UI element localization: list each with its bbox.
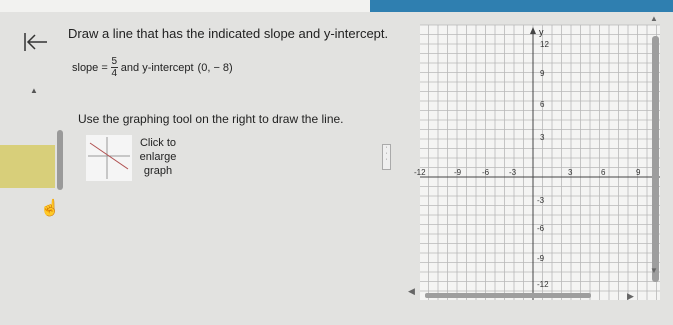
problem-instruction: Draw a line that has the indicated slope and y-intercept. bbox=[68, 26, 389, 41]
mini-graph-icon bbox=[86, 135, 132, 181]
x-tick-label: -3 bbox=[509, 168, 517, 177]
graph-area[interactable] bbox=[414, 25, 660, 300]
tool-instruction: Use the graphing tool on the right to draw the line. bbox=[78, 112, 344, 126]
caret-up-icon: ▲ bbox=[30, 86, 38, 95]
enlarge-label bbox=[132, 136, 184, 178]
slope-fraction bbox=[111, 56, 118, 79]
y-tick-label: -6 bbox=[537, 224, 545, 233]
scroll-right-icon[interactable]: ▶ bbox=[627, 291, 634, 301]
y-tick-label: 6 bbox=[540, 100, 545, 109]
header-accent-bar bbox=[370, 0, 673, 12]
y-axis-label: y bbox=[539, 27, 544, 37]
x-tick-label: 6 bbox=[601, 168, 606, 177]
left-scrollbar[interactable] bbox=[57, 130, 63, 190]
slope-statement bbox=[72, 56, 233, 79]
slope-numerator: 5 bbox=[111, 56, 118, 67]
enlarge-graph-button[interactable] bbox=[86, 135, 186, 181]
vertical-scrollbar[interactable] bbox=[652, 36, 659, 282]
x-tick-label: -12 bbox=[414, 168, 426, 177]
x-tick-label: 3 bbox=[568, 168, 573, 177]
enlarge-line-3: graph bbox=[143, 165, 173, 177]
back-arrow-icon[interactable] bbox=[22, 30, 50, 54]
y-tick-label: 12 bbox=[540, 40, 549, 49]
enlarge-line-2: enlarge bbox=[139, 151, 177, 163]
panel-divider-handle[interactable]: · · · bbox=[382, 144, 391, 170]
scroll-down-icon[interactable]: ▼ bbox=[650, 266, 658, 275]
coordinate-grid[interactable] bbox=[414, 25, 660, 300]
slope-label: slope = bbox=[72, 61, 108, 74]
slope-connector: and y-intercept bbox=[120, 61, 194, 74]
scroll-up-icon[interactable]: ▲ bbox=[650, 14, 658, 23]
enlarge-line-1: Click to bbox=[139, 137, 177, 149]
y-tick-label: 9 bbox=[540, 69, 545, 78]
horizontal-scrollbar[interactable] bbox=[425, 293, 591, 298]
x-tick-label: -9 bbox=[454, 168, 462, 177]
y-tick-label: 3 bbox=[540, 133, 545, 142]
slope-denominator: 4 bbox=[111, 68, 118, 79]
left-highlight-panel bbox=[0, 145, 55, 188]
y-tick-label: -3 bbox=[537, 196, 545, 205]
y-tick-label: -12 bbox=[537, 280, 549, 289]
y-tick-label: -9 bbox=[537, 254, 545, 263]
hand-cursor-icon: ☝ bbox=[40, 200, 60, 217]
y-intercept-value: (0, − 8) bbox=[197, 61, 233, 74]
x-tick-label: 9 bbox=[636, 168, 641, 177]
scroll-left-icon[interactable]: ◀ bbox=[408, 286, 415, 296]
x-tick-label: -6 bbox=[482, 168, 490, 177]
